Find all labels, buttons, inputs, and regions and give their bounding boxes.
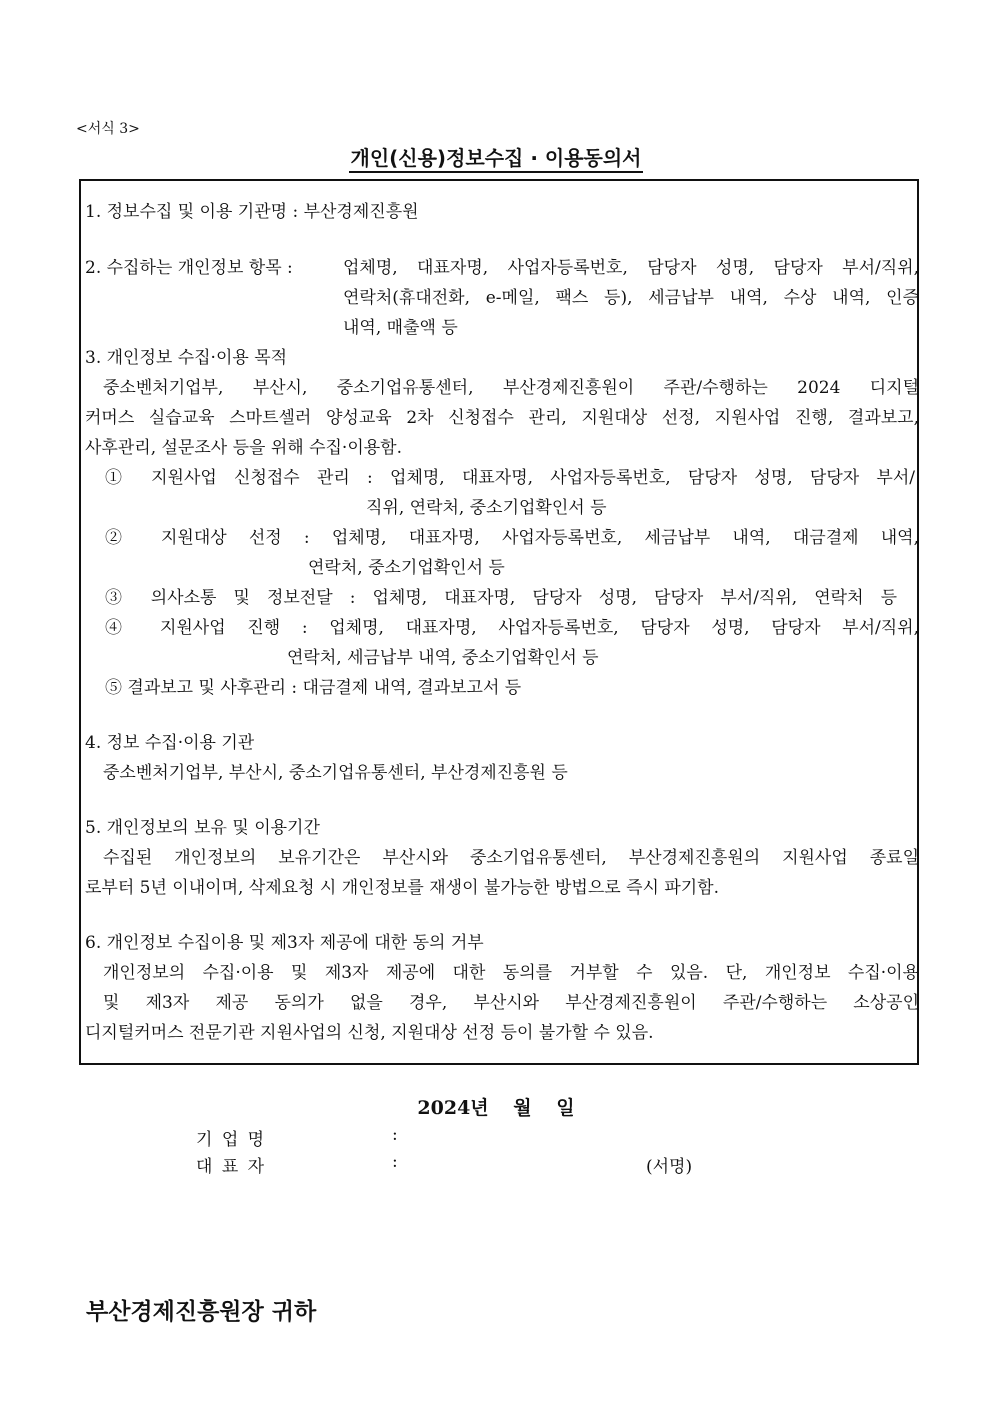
consent-box (79, 179, 919, 1065)
section-4-body: 중소벤처기업부, 부산시, 중소기업유통센터, 부산경제진흥원 등 (103, 763, 568, 783)
company-colon: : (392, 1125, 398, 1145)
section-6-line: 및 제3자 제공 동의가 없을 경우, 부산시와 부산경제진흥원이 주관/수행하는 소상공인 (103, 993, 919, 1013)
purpose-item-1-cont: 직위, 연락처, 중소기업확인서 등 (366, 498, 607, 518)
section-6-title: 6. 개인정보 수집이용 및 제3자 제공에 대한 동의 거부 (85, 933, 484, 953)
section-3-line: 중소벤처기업부, 부산시, 중소기업유통센터, 부산경제진흥원이 주관/수행하는 2024 디지털 (103, 378, 919, 398)
representative-label: 대 표 자 (196, 1157, 267, 1177)
page-title (0, 142, 992, 171)
representative-colon: : (392, 1152, 398, 1172)
section-5-line: 수집된 개인정보의 보유기간은 부산시와 중소기업유통센터, 부산경제진흥원의 지원사업 종료일 (103, 848, 919, 868)
page-title-text: 개인(신용)정보수집 · 이용동의서 (349, 146, 644, 173)
purpose-item-5: ⑤ 결과보고 및 사후관리 : 대금결제 내역, 결과보고서 등 (105, 678, 522, 698)
section-2-line: 업체명, 대표자명, 사업자등록번호, 담당자 성명, 담당자 부서/직위, (343, 258, 919, 278)
section-6-line: 개인정보의 수집·이용 및 제3자 제공에 대한 동의를 거부할 수 있음. 단, 개인정보 수집·이용 (103, 963, 919, 983)
section-2-label: 2. 수집하는 개인정보 항목 : (85, 258, 293, 278)
section-2-line: 내역, 매출액 등 (343, 318, 458, 338)
company-label: 기 업 명 (196, 1130, 267, 1150)
purpose-item-1: ① 지원사업 신청접수 관리 : 업체명, 대표자명, 사업자등록번호, 담당자 성명, 담당자 부서/ (105, 468, 915, 488)
purpose-item-2-cont: 연락처, 중소기업확인서 등 (308, 558, 505, 578)
section-5-line: 로부터 5년 이내이며, 삭제요청 시 개인정보를 재생이 불가능한 방법으로 즉시 파기함. (85, 878, 720, 898)
section-3-title: 3. 개인정보 수집·이용 목적 (85, 348, 288, 368)
section-2-line: 연락처(휴대전화, e-메일, 팩스 등), 세금납부 내역, 수상 내역, 인증 (343, 288, 919, 308)
section-5-title: 5. 개인정보의 보유 및 이용기간 (85, 818, 320, 838)
section-4-title: 4. 정보 수집·이용 기관 (85, 733, 255, 753)
section-3-line: 사후관리, 설문조사 등을 위해 수집·이용함. (85, 438, 403, 458)
purpose-item-2: ② 지원대상 선정 : 업체명, 대표자명, 사업자등록번호, 세금납부 내역, 대금결제 내역, (105, 528, 919, 548)
purpose-item-4: ④ 지원사업 진행 : 업체명, 대표자명, 사업자등록번호, 담당자 성명, 담당자 부서/직위, (105, 618, 919, 638)
section-3-line: 커머스 실습교육 스마트셀러 양성교육 2차 신청접수 관리, 지원대상 선정, 지원사업 진행, 결과보고, (85, 408, 919, 428)
purpose-item-4-cont: 연락처, 세금납부 내역, 중소기업확인서 등 (287, 648, 599, 668)
date-line: 2024년 월 일 (417, 1097, 575, 1119)
purpose-item-3: ③ 의사소통 및 정보전달 : 업체명, 대표자명, 담당자 성명, 담당자 부서/직위, 연락처 등 (105, 588, 897, 608)
signature-mark: (서명) (646, 1157, 693, 1177)
addressee: 부산경제진흥원장 귀하 (86, 1299, 317, 1325)
section-1-text: 1. 정보수집 및 이용 기관명 : 부산경제진흥원 (85, 202, 419, 222)
section-6-line: 디지털커머스 전문기관 지원사업의 신청, 지원대상 선정 등이 불가할 수 있음. (85, 1023, 654, 1043)
form-number: <서식 3> (76, 121, 140, 137)
